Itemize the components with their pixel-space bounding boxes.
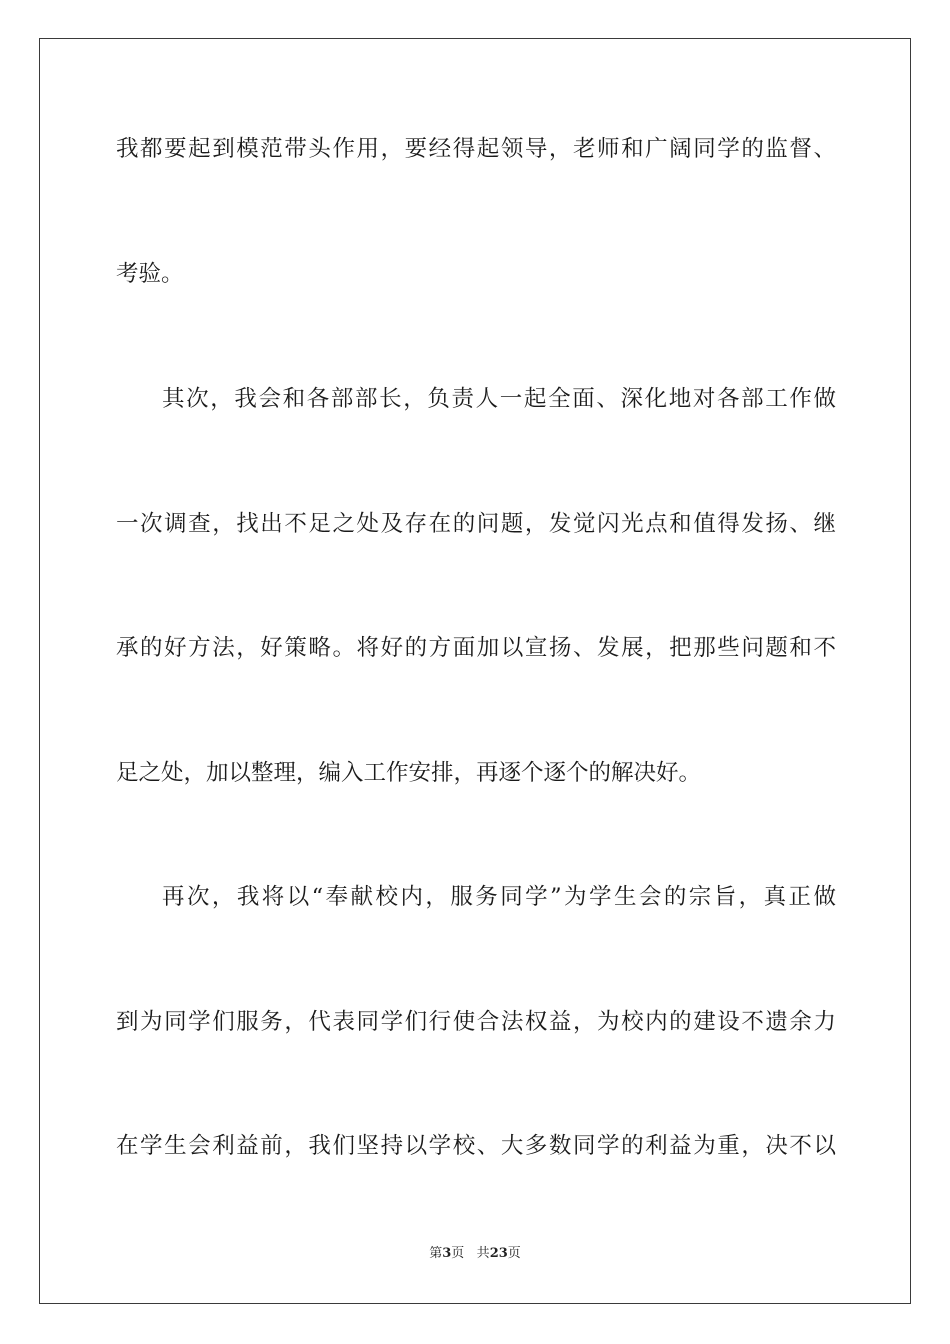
body-line-2: 考验。 xyxy=(116,261,184,287)
body-line-6: 足之处，加以整理，编入工作安排，再逐个逐个的解决好。 xyxy=(116,760,702,786)
body-line-5: 承的好方法，好策略。将好的方面加以宣扬、发展，把那些问题和不 xyxy=(116,635,836,661)
page-footer xyxy=(0,1245,950,1263)
footer-total-pages: 23 xyxy=(489,1246,508,1261)
body-line-7: 再次，我将以“奉献校内，服务同学”为学生会的宗旨，真正做 xyxy=(162,884,836,910)
body-line-1: 我都要起到模范带头作用，要经得起领导，老师和广阔同学的监督、 xyxy=(116,136,836,162)
footer-page-suffix: 页 xyxy=(451,1246,465,1261)
footer-page-prefix: 第 xyxy=(429,1246,443,1261)
body-line-3: 其次，我会和各部部长，负责人一起全面、深化地对各部工作做 xyxy=(162,386,836,412)
page-border xyxy=(39,38,911,1304)
footer-total-suffix: 页 xyxy=(507,1246,521,1261)
footer-total-prefix: 共 xyxy=(476,1246,490,1261)
body-line-4: 一次调查，找出不足之处及存在的问题，发觉闪光点和值得发扬、继 xyxy=(116,511,836,537)
body-line-8: 到为同学们服务，代表同学们行使合法权益，为校内的建设不遗余力 xyxy=(116,1009,836,1035)
footer-page-number: 3 xyxy=(442,1246,452,1261)
body-line-9: 在学生会利益前，我们坚持以学校、大多数同学的利益为重，决不以 xyxy=(116,1133,836,1159)
